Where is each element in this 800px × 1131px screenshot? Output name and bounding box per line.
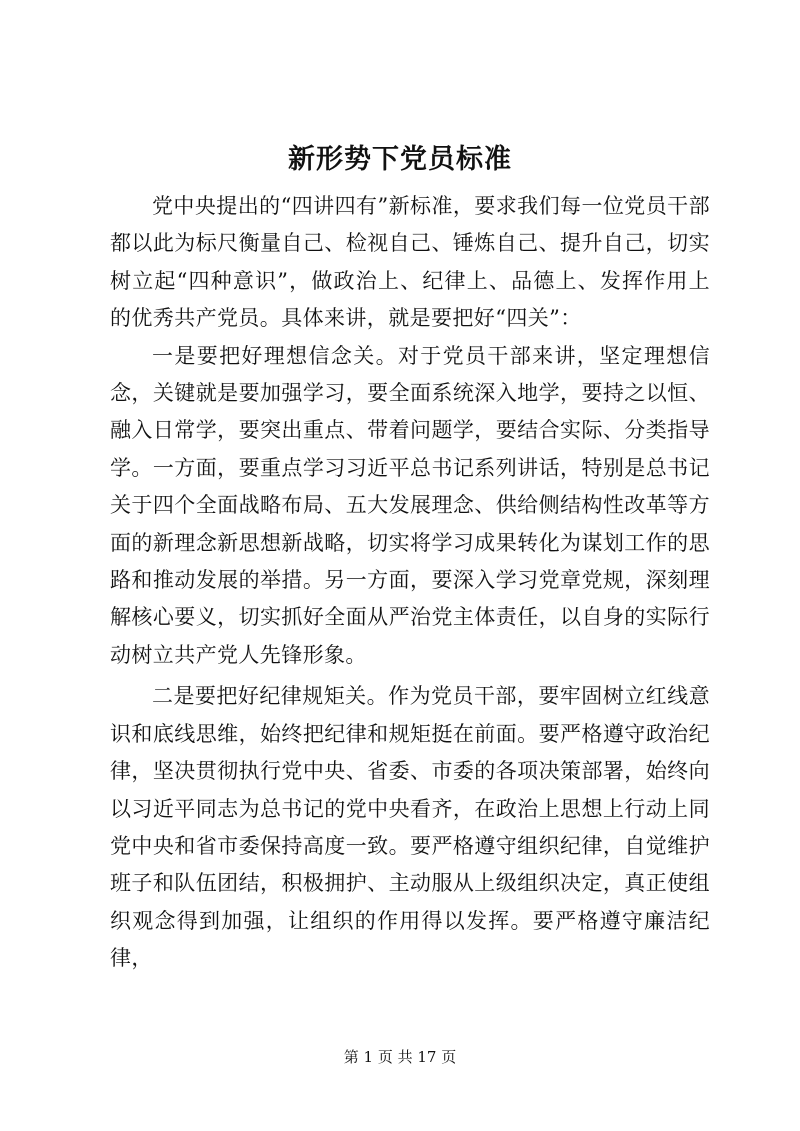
paragraph-ideals: 一是要把好理想信念关。对于党员干部来讲，坚定理想信念，关键就是要加强学习，要全面系统深入地学，要持之以恒、融入日常学，要突出重点、带着问题学，要结合实际、分类指导学。一方面，要重点学习习近平总书记系列讲话，特别是总书记关于四个全面战略布局、五大发展理念、供给侧结构性改革等方面的新理念新思想新战略，切实将学习成果转化为谋划工作的思路和推动发展的举措。另一方面，要深入学习党章党规，深刻理解核心要义，切实抓好全面从严治党主体责任，以自身的实际行动树立共产党人先锋形象。	[110, 343, 710, 667]
paragraph-discipline: 二是要把好纪律规矩关。作为党员干部，要牢固树立红线意识和底线思维，始终把纪律和规矩挺在前面。要严格遵守政治纪律，坚决贯彻执行党中央、省委、市委的各项决策部署，始终向以习近平同志为总书记的党中央看齐，在政治上思想上行动上同党中央和省市委保持高度一致。要严格遵守组织纪律，自觉维护班子和队伍团结，积极拥护、主动服从上级组织决定，真正使组织观念得到加强，让组织的作用得以发挥。要严格遵守廉洁纪律，	[110, 684, 710, 971]
document-body	[110, 188, 710, 978]
page-number-footer: 第 1 页 共 17 页	[343, 1048, 457, 1066]
paragraph-intro: 党中央提出的“四讲四有”新标准，要求我们每一位党员干部都以此为标尺衡量自己、检视自己、锤炼自己、提升自己，切实树立起“四种意识”，做政治上、纪律上、品德上、发挥作用上的优秀共产党员。具体来讲，就是要把好“四关”：	[110, 194, 710, 331]
document-title: 新形势下党员标准	[288, 144, 512, 175]
